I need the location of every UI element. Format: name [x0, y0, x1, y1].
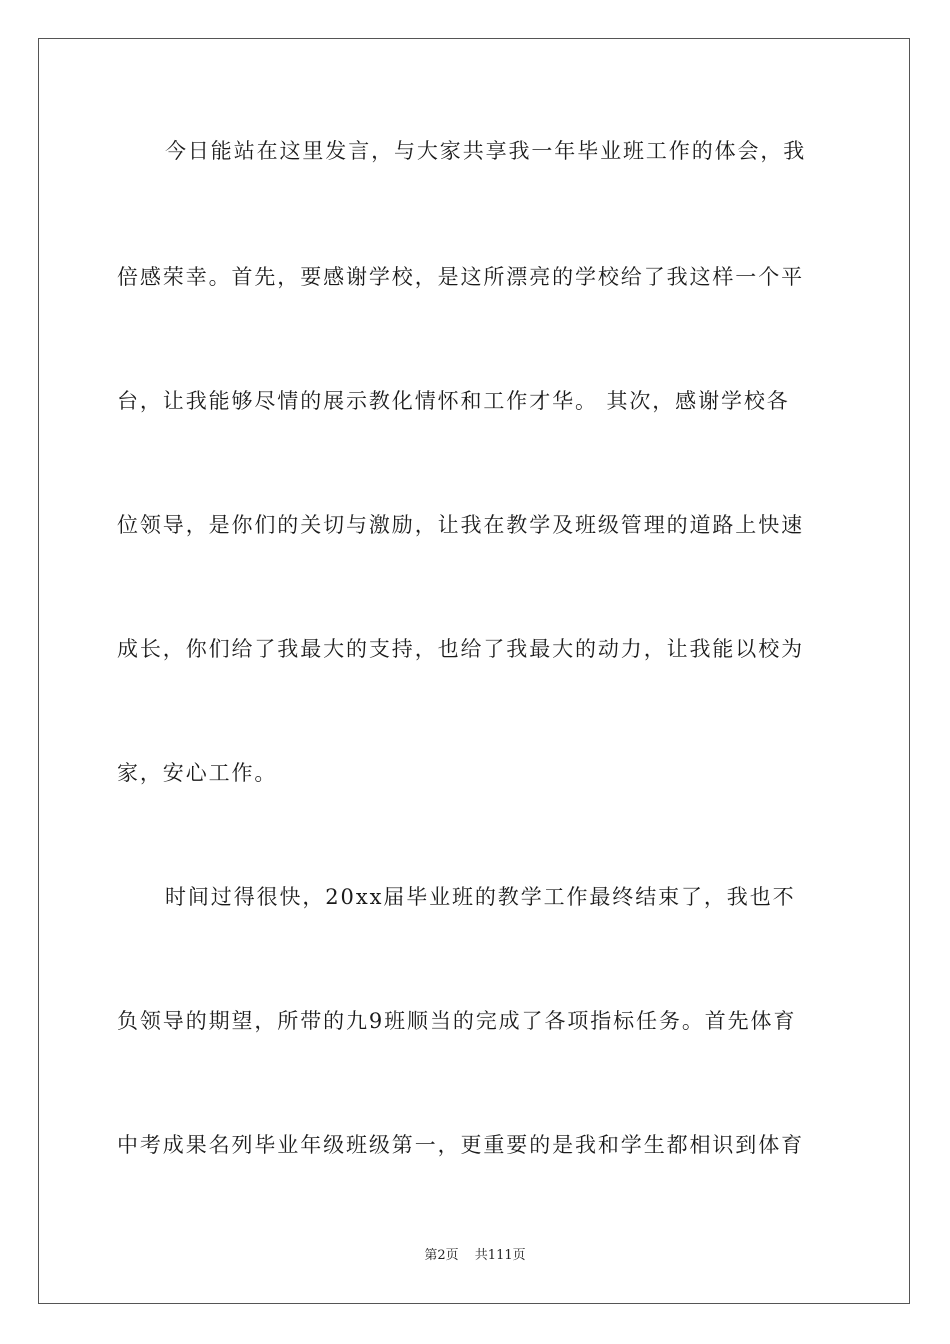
paragraph-1-line-2: 倍感荣幸。首先，要感谢学校，是这所漂亮的学校给了我这样一个平 — [117, 265, 804, 289]
paragraph-2-line-2: 负领导的期望，所带的九9班顺当的完成了各项指标任务。首先体育 — [117, 1009, 797, 1033]
page-footer — [0, 1247, 950, 1265]
paragraph-1-line-5: 成长，你们给了我最大的支持，也给了我最大的动力，让我能以校为 — [117, 637, 804, 661]
paragraph-1-line-6: 家，安心工作。 — [117, 761, 278, 785]
paragraph-1-line-4: 位领导，是你们的关切与激励，让我在教学及班级管理的道路上快速 — [117, 513, 804, 537]
page-border — [38, 38, 910, 1304]
total-pages: 共111页 — [474, 1248, 526, 1263]
paragraph-2-line-3: 中考成果名列毕业年级班级第一，更重要的是我和学生都相识到体育 — [117, 1133, 804, 1157]
paragraph-1-line-1: 今日能站在这里发言，与大家共享我一年毕业班工作的体会，我 — [165, 139, 807, 163]
page-number: 第2页 — [424, 1248, 459, 1263]
paragraph-1-line-3: 台，让我能够尽情的展示教化情怀和工作才华。 其次，感谢学校各 — [117, 389, 790, 413]
paragraph-2-line-1: 时间过得很快，20xx届毕业班的教学工作最终结束了，我也不 — [165, 885, 796, 909]
